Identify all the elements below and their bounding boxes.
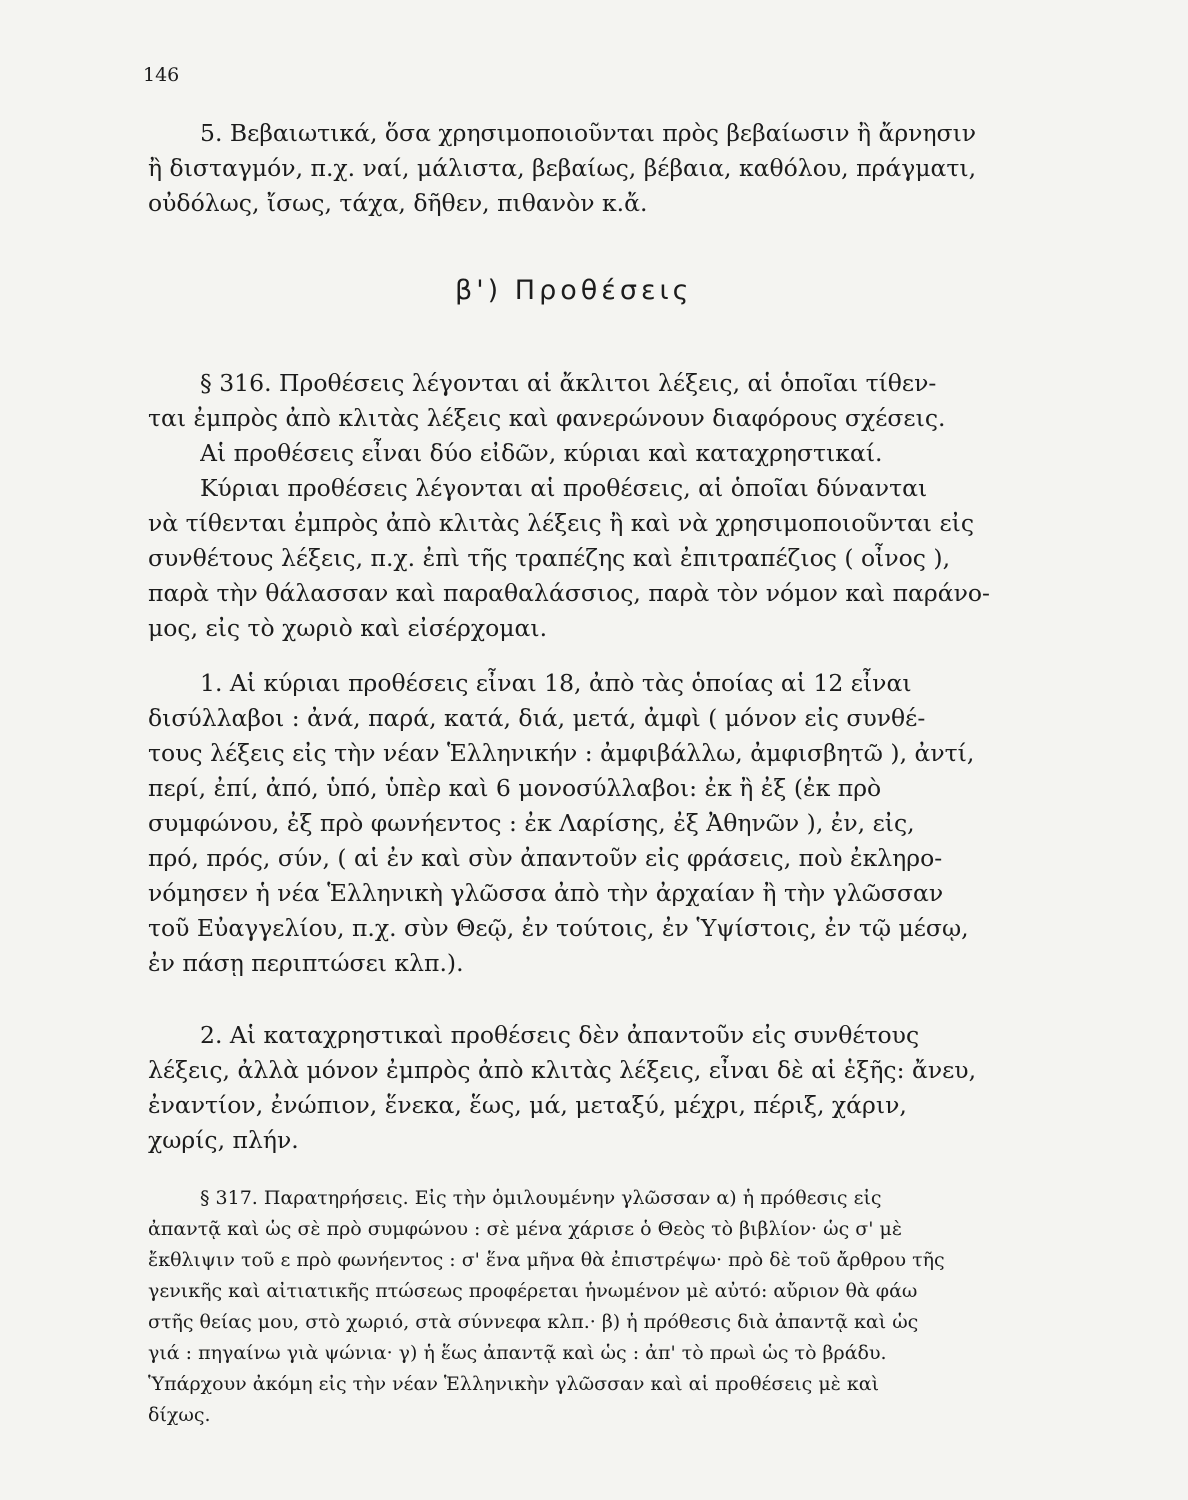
text-line: παρὰ τὴν θάλασσαν καὶ παραθαλάσσιος, παρὰ τὸν νόμον καὶ παράνο-: [148, 579, 990, 607]
text-line: νὰ τίθενται ἐμπρὸς ἀπὸ κλιτὰς λέξεις ἢ καὶ νὰ χρησιμοποιοῦνται εἰς: [148, 509, 975, 537]
text-line: λέξεις, ἀλλὰ μόνον ἐμπρὸς ἀπὸ κλιτὰς λέξεις, εἶναι δὲ αἱ ἑξῆς: ἄνευ,: [148, 1056, 977, 1084]
text-line: χωρίς, πλήν.: [148, 1126, 299, 1154]
note-line: Ὑπάρχουν ἀκόμη εἰς τὴν νέαν Ἑλληνικὴν γλῶσσαν καὶ αἱ προθέσεις μὲ καὶ: [148, 1373, 880, 1395]
note-line: δίχως.: [148, 1404, 211, 1426]
text-line: πρό, πρός, σύν, ( αἱ ἐν καὶ σὺν ἀπαντοῦν εἰς φράσεις, ποὺ ἐκληρο-: [148, 844, 943, 872]
text-line: ἐν πάσῃ περιπτώσει κλπ.).: [148, 949, 464, 977]
note-line: γιά : πηγαίνω γιὰ ψώνια· γ) ἡ ἕως ἀπαντᾷ καὶ ὡς : ἀπ' τὸ πρωὶ ὡς τὸ βράδυ.: [148, 1342, 887, 1364]
text-line: συμφώνου, ἐξ πρὸ φωνήεντος : ἐκ Λαρίσης, ἐξ Ἀθηνῶν ), ἐν, εἰς,: [148, 809, 915, 837]
text-line: περί, ἐπί, ἀπό, ὑπό, ὑπὲρ καὶ 6 μονοσύλλαβοι: ἐκ ἢ ἐξ (ἐκ πρὸ: [148, 774, 882, 802]
text-line: 2. Αἱ καταχρηστικαὶ προθέσεις δὲν ἀπαντοῦν εἰς συνθέτους: [200, 1021, 920, 1049]
note-line: ἀπαντᾷ καὶ ὡς σὲ πρὸ συμφώνου : σὲ μένα χάρισε ὁ Θεὸς τὸ βιβλίον· ὡς σ' μὲ: [148, 1218, 903, 1240]
text-line: § 316. Προθέσεις λέγονται αἱ ἄκλιτοι λέξεις, αἱ ὁποῖαι τίθεν-: [200, 369, 937, 397]
text-line: νόμησεν ἡ νέα Ἑλληνικὴ γλῶσσα ἀπὸ τὴν ἀρχαίαν ἢ τὴν γλῶσσαν: [148, 879, 944, 907]
text-line: οὐδόλως, ἴσως, τάχα, δῆθεν, πιθανὸν κ.ἄ.: [148, 189, 648, 217]
text-line: τους λέξεις εἰς τὴν νέαν Ἑλληνικήν : ἀμφιβάλλω, ἀμφισβητῶ ), ἀντί,: [148, 739, 975, 767]
section-heading: β') Προθέσεις: [455, 275, 693, 306]
text-line: Κύριαι προθέσεις λέγονται αἱ προθέσεις, αἱ ὁποῖαι δύνανται: [200, 474, 928, 502]
text-line: ἢ δισταγμόν, π.χ. ναί, μάλιστα, βεβαίως, βέβαια, καθόλου, πράγματι,: [148, 154, 977, 182]
page-number: 146: [143, 64, 180, 86]
note-line: στῆς θείας μου, στὸ χωριό, στὰ σύννεφα κλπ.· β) ἡ πρόθεσις διὰ ἀπαντᾷ καὶ ὡς: [148, 1311, 919, 1333]
text-line: μος, εἰς τὸ χωριὸ καὶ εἰσέρχομαι.: [148, 614, 548, 642]
text-line: δισύλλαβοι : ἀνά, παρά, κατά, διά, μετά, ἀμφὶ ( μόνον εἰς συνθέ-: [148, 704, 926, 732]
note-line: ἔκθλιψιν τοῦ ε πρὸ φωνήεντος : σ' ἕνα μῆνα θὰ ἐπιστρέψω· πρὸ δὲ τοῦ ἄρθρου τῆς: [148, 1249, 945, 1271]
text-line: 1. Αἱ κύριαι προθέσεις εἶναι 18, ἀπὸ τὰς ὁποίας αἱ 12 εἶναι: [200, 669, 912, 697]
note-line: γενικῆς καὶ αἰτιατικῆς πτώσεως προφέρεται ἡνωμένον μὲ αὐτό: αὔριον θὰ φάω: [148, 1280, 918, 1302]
text-line: συνθέτους λέξεις, π.χ. ἐπὶ τῆς τραπέζης καὶ ἐπιτραπέζιος ( οἶνος ),: [148, 544, 951, 572]
text-line: 5. Βεβαιωτικά, ὅσα χρησιμοποιοῦνται πρὸς βεβαίωσιν ἢ ἄρνησιν: [200, 119, 977, 147]
text-line: τοῦ Εὐαγγελίου, π.χ. σὺν Θεῷ, ἐν τούτοις, ἐν Ὑψίστοις, ἐν τῷ μέσῳ,: [148, 914, 969, 942]
note-line: § 317. Παρατηρήσεις. Εἰς τὴν ὁμιλουμένην γλῶσσαν α) ἡ πρόθεσις εἰς: [200, 1187, 882, 1209]
text-line: ται ἐμπρὸς ἀπὸ κλιτὰς λέξεις καὶ φανερώνουν διαφόρους σχέσεις.: [148, 404, 946, 432]
text-line: ἐναντίον, ἐνώπιον, ἕνεκα, ἕως, μά, μεταξύ, μέχρι, πέριξ, χάριν,: [148, 1091, 907, 1119]
text-line: Αἱ προθέσεις εἶναι δύο εἰδῶν, κύριαι καὶ καταχρηστικαί.: [200, 439, 883, 467]
